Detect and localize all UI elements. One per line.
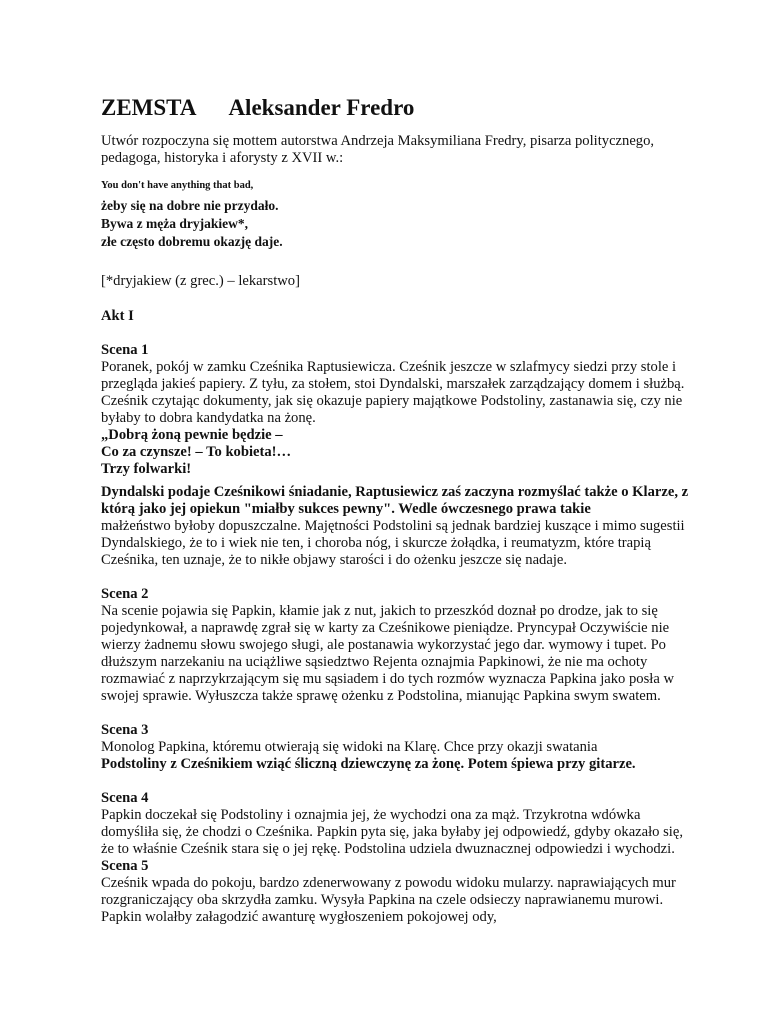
- scene-4-heading: Scena 4: [101, 790, 149, 806]
- scene-5-text: Cześnik wpada do pokoju, bardzo zdenerwowany z powodu widoku mularzy. naprawiających mur rozgraniczający oba skrzydła zamku. Wysyła Papkina na czele odsieczy naprawianemu murowi. Papkin wolałby załagodzić awanturę wygłoszeniem pokojowej ody,: [101, 875, 676, 925]
- document-page: [101, 93, 691, 926]
- scene-3-bold-text: Podstoliny z Cześnikiem wziąć śliczną dziewczynę za żonę. Potem śpiewa przy gitarze.: [101, 756, 636, 772]
- play-title: ZEMSTA: [101, 95, 197, 120]
- intro-paragraph: Utwór rozpoczyna się mottem autorstwa Andrzeja Maksymiliana Fredry, pisarza politycznego, pedagoga, historyka i aforysty z XVII w.:: [101, 133, 655, 166]
- footnote: [*dryjakiew (z grec.) – lekarstwo]: [101, 273, 300, 289]
- motto-line-4: złe często dobremu okazję daje.: [101, 234, 283, 249]
- scene-1-quote-3: Trzy folwarki!: [101, 461, 192, 477]
- scene-1-text: Poranek, pokój w zamku Cześnika Raptusiewicza. Cześnik jeszcze w szlafmycy siedzi przy stole i przegląda jakieś papiery. Z tyłu, za stołem, stoi Dyndalski, marszałek zarządzający domem i służbą. Cześnik czytając dokumenty, jak się okazuje papiery majątkowe Podstoliny, zastanawia się, czy nie byłaby to dobra kandydatka na żonę.: [101, 359, 685, 426]
- motto-line-1: You don't have anything that bad,: [101, 180, 254, 191]
- scene-3-heading: Scena 3: [101, 722, 149, 738]
- author-name: Aleksander Fredro: [228, 95, 415, 120]
- document-title: [101, 93, 691, 123]
- scene-2-text: Na scenie pojawia się Papkin, kłamie jak z nut, jakich to przeszkód doznał po drodze, jak to się pojedynkował, a naprawdę zgrał się w karty za Cześnikowe pieniądze. Pryncypał Oczywiście nie wierzy żadnemu słowu swojego sługi, ale postanawia wykorzystać jego dar. wymowy i tupet. Po dłuższym narzekaniu na uciążliwe sąsiedztwo Rejenta oznajmia Papkinowi, że nie ma ochoty rozmawiać z naprzykrzającym się mu sąsiadem i do tych rozmów wyznacza Papkina jako posła w swojej sprawie. Wyłuszcza także sprawę ożenku z Podstolina, mianując Papkina swym swatem.: [101, 603, 674, 704]
- motto-line-2: żeby się na dobre nie przydało.: [101, 198, 279, 213]
- scene-1-bold-text: Dyndalski podaje Cześnikowi śniadanie, Raptusiewicz zaś zaczyna rozmyślać także o Klarze, z którą jako jej opiekun "miałby sukces pewny". Wedle ówczesnego prawa takie: [101, 484, 689, 517]
- scene-3-text: Monolog Papkina, któremu otwierają się widoki na Klarę. Chce przy okazji swatania: [101, 739, 598, 755]
- scene-4-text: Papkin doczekał się Podstoliny i oznajmia jej, że wychodzi ona za mąż. Trzykrotna wdówka domyśliła się, że chodzi o Cześnika. Papkin pyta się, jaka byłaby jej odpowiedź, gdyby okazało się, że to właśnie Cześnik stara się o jej rękę. Podstolina udziela dwuznacznej odpowiedzi i wychodzi.: [101, 807, 683, 857]
- scene-1-text-2: małżeństwo byłoby dopuszczalne. Majętności Podstolini są jednak bardziej kuszące i mimo sugestii Dyndalskiego, że to i wiek nie ten, i choroba nóg, i skurcze żołądka, i reumatyzm, które trapią Cześnika, ten uznaje, że to nikłe objawy starości i do ożenku jeszcze się nadaje.: [101, 518, 685, 568]
- scene-1-quote-1: „Dobrą żoną pewnie będzie –: [101, 427, 283, 443]
- motto-line-3: Bywa z męża dryjakiew*,: [101, 216, 248, 231]
- scene-2-heading: Scena 2: [101, 586, 149, 602]
- scene-1-quote-2: Co za czynsze! – To kobieta!…: [101, 444, 292, 460]
- scene-1-heading: Scena 1: [101, 342, 149, 358]
- act-heading: Akt I: [101, 308, 134, 324]
- scene-5-heading: Scena 5: [101, 858, 149, 874]
